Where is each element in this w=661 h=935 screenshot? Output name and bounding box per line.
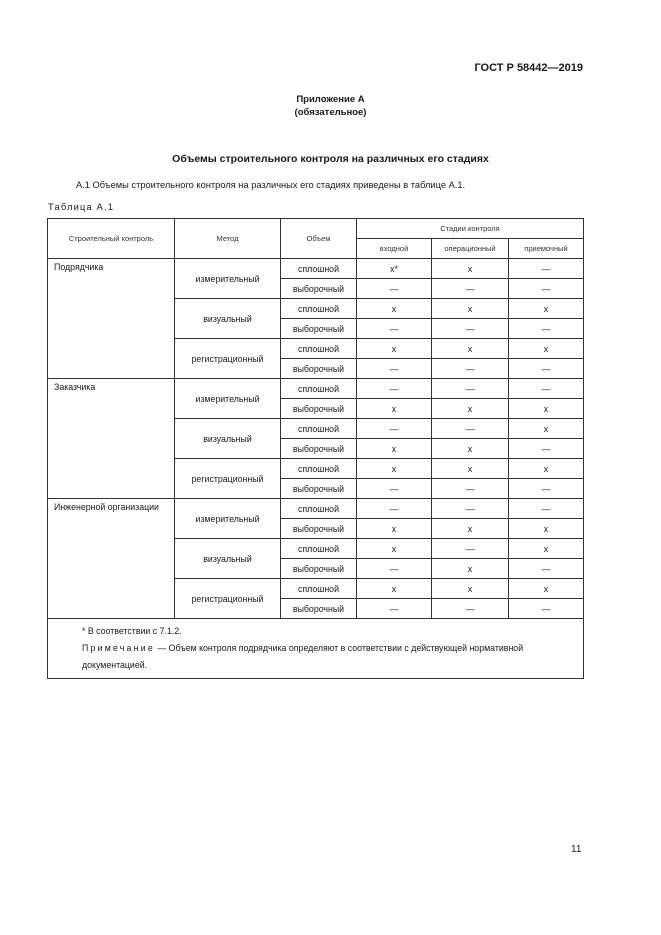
cell-stage-value: — <box>432 379 509 399</box>
cell-stage-value: x <box>432 559 509 579</box>
cell-stage-value: x <box>432 259 509 279</box>
cell-volume: сплошной <box>281 339 357 359</box>
cell-stage-value: — <box>357 479 432 499</box>
cell-stage-value: — <box>357 279 432 299</box>
table-footnote <box>48 619 584 679</box>
cell-method: измерительный <box>175 259 281 299</box>
cell-volume: сплошной <box>281 579 357 599</box>
cell-stage-value: — <box>509 479 584 499</box>
cell-stage-value: — <box>509 379 584 399</box>
cell-control-group: Подрядчика <box>48 259 175 379</box>
header-control: Строительный контроль <box>48 219 175 259</box>
cell-volume: сплошной <box>281 539 357 559</box>
cell-stage-value: x <box>357 299 432 319</box>
header-stage-incoming: входной <box>357 239 432 259</box>
header-volume: Объем <box>281 219 357 259</box>
footnote-text: * В соответствии с 7.1.2. <box>82 626 182 636</box>
cell-stage-value: — <box>432 479 509 499</box>
cell-stage-value: x <box>432 439 509 459</box>
cell-stage-value: — <box>357 359 432 379</box>
header-method: Метод <box>175 219 281 259</box>
cell-method: визуальный <box>175 539 281 579</box>
standard-number: ГОСТ Р 58442—2019 <box>474 62 583 74</box>
cell-stage-value: — <box>432 279 509 299</box>
cell-volume: выборочный <box>281 479 357 499</box>
cell-stage-value: — <box>357 499 432 519</box>
cell-stage-value: — <box>357 559 432 579</box>
cell-method: визуальный <box>175 299 281 339</box>
cell-stage-value: x <box>509 519 584 539</box>
cell-volume: выборочный <box>281 359 357 379</box>
cell-stage-value: x <box>357 519 432 539</box>
cell-stage-value: x <box>357 399 432 419</box>
cell-stage-value: x <box>509 539 584 559</box>
cell-stage-value: — <box>432 359 509 379</box>
cell-stage-value: x <box>509 399 584 419</box>
header-stage-acceptance: приемочный <box>509 239 584 259</box>
cell-stage-value: — <box>432 499 509 519</box>
table-footnote-row <box>48 619 584 679</box>
cell-volume: выборочный <box>281 519 357 539</box>
page-number: 11 <box>571 844 582 855</box>
cell-stage-value: — <box>432 599 509 619</box>
cell-stage-value: x <box>432 519 509 539</box>
cell-control-group: Заказчика <box>48 379 175 499</box>
annex-status: (обязательное) <box>294 107 367 118</box>
cell-volume: сплошной <box>281 379 357 399</box>
cell-stage-value: — <box>509 279 584 299</box>
cell-stage-value: — <box>509 359 584 379</box>
cell-stage-value: x <box>432 459 509 479</box>
cell-stage-value: x <box>509 339 584 359</box>
cell-stage-value: — <box>509 559 584 579</box>
table-body <box>48 219 584 679</box>
note-text: — Объем контроля подрядчика определяют в соответствии с действующей нормативной документацией. <box>82 643 524 670</box>
note-label: Примечание <box>82 643 155 653</box>
cell-stage-value: x <box>509 459 584 479</box>
cell-volume: сплошной <box>281 299 357 319</box>
cell-stage-value: — <box>357 419 432 439</box>
annex-title: Приложение А <box>296 94 365 105</box>
cell-volume: сплошной <box>281 419 357 439</box>
cell-volume: выборочный <box>281 559 357 579</box>
cell-volume: сплошной <box>281 499 357 519</box>
cell-stage-value: — <box>357 599 432 619</box>
table-row <box>48 379 584 399</box>
cell-stage-value: x <box>357 459 432 479</box>
table-note <box>82 640 577 674</box>
cell-stage-value: — <box>509 319 584 339</box>
cell-stage-value: x <box>357 539 432 559</box>
cell-stage-value: x <box>432 399 509 419</box>
cell-method: регистрационный <box>175 339 281 379</box>
cell-volume: сплошной <box>281 459 357 479</box>
cell-stage-value: — <box>509 599 584 619</box>
intro-paragraph: А.1 Объемы строительного контроля на различных его стадиях приведены в таблице А.1. <box>76 180 466 190</box>
table-row <box>48 259 584 279</box>
cell-volume: выборочный <box>281 439 357 459</box>
cell-volume: выборочный <box>281 399 357 419</box>
table-row <box>48 499 584 519</box>
table-caption: Таблица А.1 <box>48 202 115 212</box>
cell-stage-value: x <box>432 299 509 319</box>
cell-control-group: Инженерной организации <box>48 499 175 619</box>
cell-method: регистрационный <box>175 459 281 499</box>
control-volume-table <box>47 218 584 679</box>
cell-stage-value: x <box>509 419 584 439</box>
section-heading: Объемы строительного контроля на различных его стадиях <box>172 153 489 165</box>
cell-stage-value: — <box>432 319 509 339</box>
table-header-row <box>48 219 584 239</box>
cell-stage-value: — <box>357 379 432 399</box>
cell-stage-value: x <box>357 439 432 459</box>
cell-method: регистрационный <box>175 579 281 619</box>
cell-stage-value: x <box>432 339 509 359</box>
cell-volume: выборочный <box>281 279 357 299</box>
cell-stage-value: x <box>357 579 432 599</box>
cell-stage-value: — <box>509 439 584 459</box>
cell-volume: сплошной <box>281 259 357 279</box>
header-stage-operational: операционный <box>432 239 509 259</box>
header-stages: Стадии контроля <box>357 219 584 239</box>
cell-method: визуальный <box>175 419 281 459</box>
cell-stage-value: — <box>509 499 584 519</box>
annex-title-block <box>0 93 661 119</box>
cell-stage-value: x <box>509 299 584 319</box>
cell-stage-value: — <box>357 319 432 339</box>
cell-volume: выборочный <box>281 599 357 619</box>
cell-method: измерительный <box>175 499 281 539</box>
cell-stage-value: — <box>432 419 509 439</box>
cell-method: измерительный <box>175 379 281 419</box>
cell-volume: выборочный <box>281 319 357 339</box>
cell-stage-value: x <box>432 579 509 599</box>
cell-stage-value: — <box>509 259 584 279</box>
cell-stage-value: x <box>509 579 584 599</box>
cell-stage-value: x <box>357 339 432 359</box>
cell-stage-value: — <box>432 539 509 559</box>
cell-stage-value: x* <box>357 259 432 279</box>
